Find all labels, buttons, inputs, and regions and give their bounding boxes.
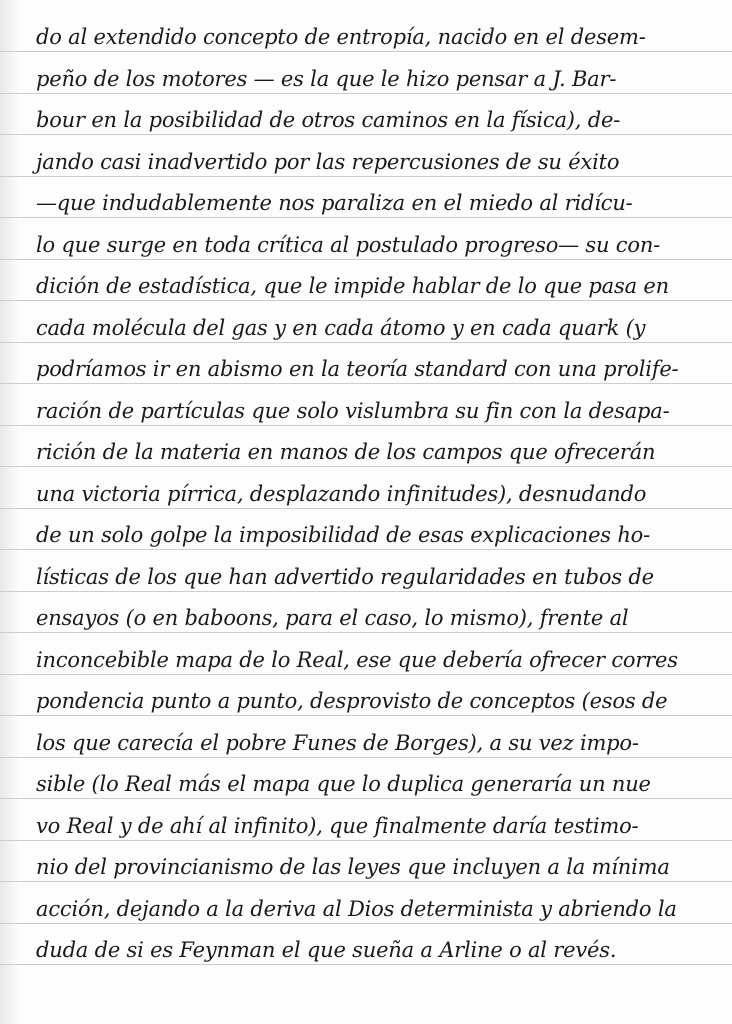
text-line: los que carecía el pobre Funes de Borges), a su vez impo- [36,730,639,755]
text-line: acción, dejando a la deriva al Dios determinista y abriendo la [36,896,677,921]
text-line: inconcebible mapa de lo Real, ese que debería ofrecer corres [36,647,678,672]
text-line: bour en la posibilidad de otros caminos en la física), de- [36,108,621,132]
text-line: cada molécula del gas y en cada átomo y en cada quark (y [36,315,646,340]
text-line: sible (lo Real más el mapa que lo duplica generaría un nue [36,772,651,796]
text-line: lísticas de los que han advertido regularidades en tubos de [36,564,654,589]
text-line: nio del provincianismo de las leyes que incluyen a la mínima [36,855,670,879]
text-line: dición de estadística, que le impide hablar de lo que pasa en [36,274,669,298]
text-line: pondencia punto a punto, desprovisto de conceptos (esos de [36,689,668,713]
handwritten-text [36,20,706,975]
text-line: do al extendido concepto de entropía, nacido en el desem- [36,25,646,49]
text-line: peño de los motores — es la que le hizo pensar a J. Bar- [36,66,617,91]
text-line: de un solo golpe la imposibilidad de esas explicaciones ho- [36,523,651,547]
text-line: ensayos (o en baboons, para el caso, lo mismo), frente al [36,606,629,630]
text-line: jando casi inadvertido por las repercusiones de su éxito [36,149,620,174]
text-line: ración de partículas que solo vislumbra su fin con la desapa- [36,398,670,423]
text-line: una victoria pírrica, desplazando infinitudes), desnudando [36,481,647,506]
text-line: duda de si es Feynman el que sueña a Arline o al revés. [36,938,617,962]
text-line: lo que surge en toda crítica al postulado progreso— su con- [36,232,661,257]
text-line: vo Real y de ahí al infinito), que finalmente daría testimo- [36,813,639,838]
text-line: —que indudablemente nos paraliza en el miedo al ridícu- [36,191,633,215]
text-line: rición de la materia en manos de los campos que ofrecerán [36,440,656,464]
text-line: podríamos ir en abismo en la teoría standard con una prolife- [36,357,679,381]
